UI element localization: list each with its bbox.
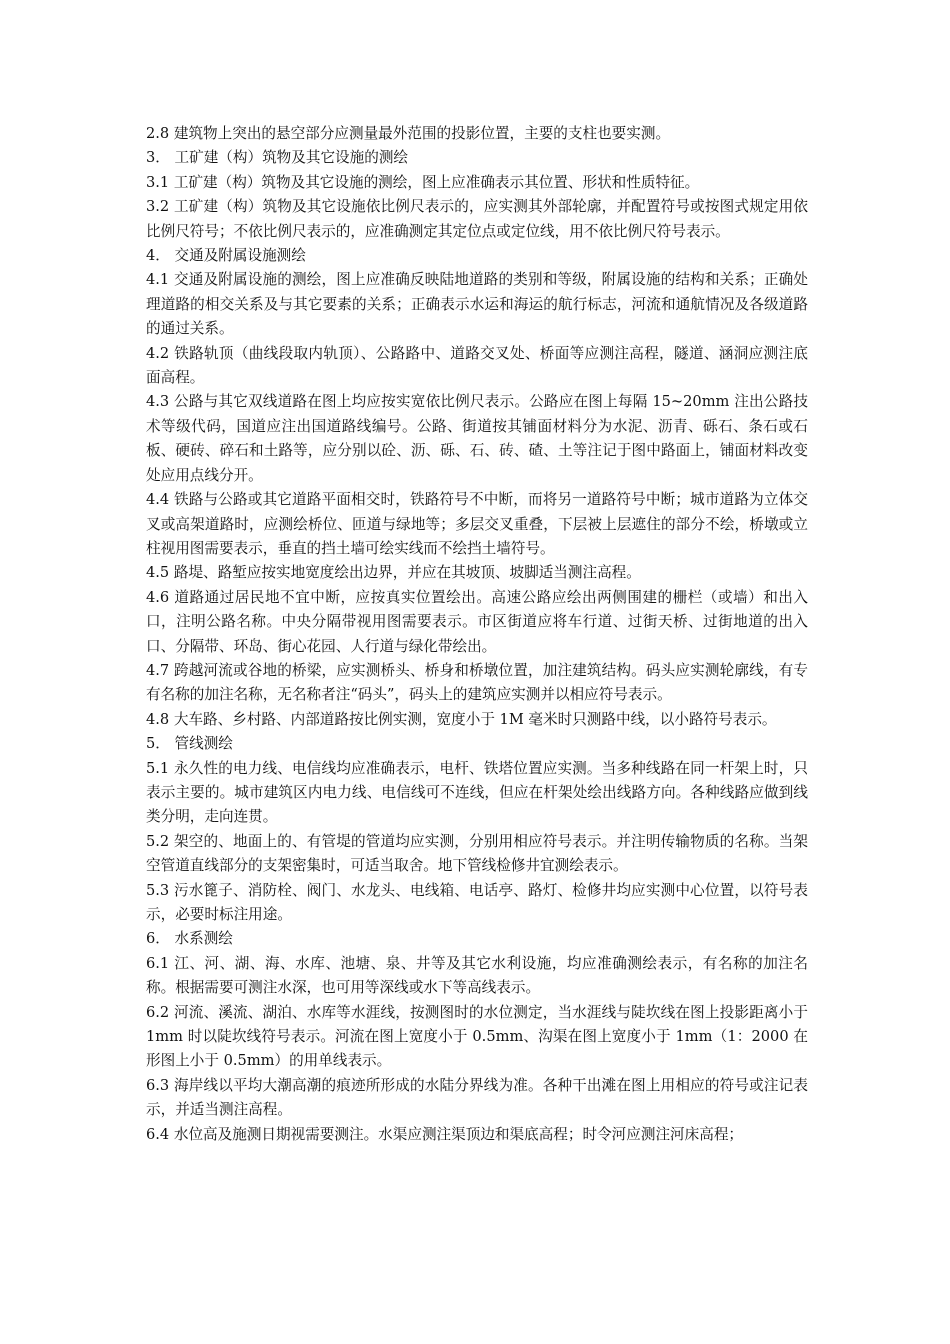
document-body xyxy=(146,122,808,1147)
paragraph-5-1: 5.1 永久性的电力线、电信线均应准确表示，电杆、铁塔位置应实测。当多种线路在同一杆架上时，只表示主要的。城市建筑区内电力线、电信线可不连线，但应在杆架处绘出线路方向。各种线路应做到线类分明，走向连贯。 xyxy=(146,759,808,826)
paragraph-4-5: 4.5 路堤、路堑应按实地宽度绘出边界，并应在其坡顶、坡脚适当测注高程。 xyxy=(146,564,641,582)
paragraph-6-4: 6.4 水位高及施测日期视需要测注。水渠应测注渠顶边和渠底高程；时令河应测注河床高程； xyxy=(146,1125,744,1143)
paragraph-4-8: 4.8 大车路、乡村路、内部道路按比例实测，宽度小于 1M 毫米时只测路中线，以小路符号表示。 xyxy=(146,710,777,728)
paragraph-6-2: 6.2 河流、溪流、湖泊、水库等水涯线，按测图时的水位测定，当水涯线与陡坎线在图上投影距离小于 1mm 时以陡坎线符号表示。河流在图上宽度小于 0.5mm、沟渠在图上宽度小于 1mm（1：2000 在形图上小于 0.5mm）的用单线表示。 xyxy=(146,1003,808,1070)
section-heading-3: 3． 工矿建（构）筑物及其它设施的测绘 xyxy=(146,149,409,167)
paragraph-3-2: 3.2 工矿建（构）筑物及其它设施依比例尺表示的，应实测其外部轮廓，并配置符号或按图式规定用依比例尺符号；不依比例尺表示的，应准确测定其定位点或定位线，用不依比例尺符号表示。 xyxy=(146,198,808,240)
paragraph-4-6: 4.6 道路通过居民地不宜中断，应按真实位置绘出。高速公路应绘出两侧围建的栅栏（或墙）和出入口，注明公路名称。中央分隔带视用图需要表示。市区街道应将车行道、过街天桥、过街地道的出入口、分隔带、环岛、街心花园、人行道与绿化带绘出。 xyxy=(146,588,808,655)
paragraph-4-4: 4.4 铁路与公路或其它道路平面相交时，铁路符号不中断，而将另一道路符号中断；城市道路为立体交叉或高架道路时，应测绘桥位、匝道与绿地等；多层交叉重叠，下层被上层遮住的部分不绘，桥墩或立柱视用图需要表示，垂直的挡土墙可绘实线而不绘挡土墙符号。 xyxy=(146,491,808,557)
paragraph-4-3: 4.3 公路与其它双线道路在图上均应按实宽依比例尺表示。公路应在图上每隔 15~20mm 注出公路技术等级代码，国道应注出国道路线编号。公路、街道按其铺面材料分为水泥、沥青、砾石、条石或石板、硬砖、碎石和土路等，应分别以砼、沥、砾、石、砖、碴、土等注记于图中路面上，铺面材料改变处应用点线分开。 xyxy=(146,393,808,484)
paragraph-2-8: 2.8 建筑物上突出的悬空部分应测量最外范围的投影位置，主要的支柱也要实测。 xyxy=(146,125,671,142)
paragraph-5-3: 5.3 污水篦子、消防栓、阀门、水龙头、电线箱、电话亭、路灯、检修井均应实测中心位置，以符号表示，必要时标注用途。 xyxy=(146,881,808,923)
paragraph-4-1: 4.1 交通及附属设施的测绘，图上应准确反映陆地道路的类别和等级，附属设施的结构和关系；正确处理道路的相交关系及与其它要素的关系；正确表示水运和海运的航行标志，河流和通航情况及各级道路的通过关系。 xyxy=(146,271,808,338)
paragraph-4-2: 4.2 铁路轨顶（曲线段取内轨顶）、公路路中、道路交叉处、桥面等应测注高程，隧道、涵洞应测注底面高程。 xyxy=(146,344,808,387)
paragraph-6-3: 6.3 海岸线以平均大潮高潮的痕迹所形成的水陆分界线为准。各种干出滩在图上用相应的符号或注记表示，并适当测注高程。 xyxy=(146,1076,808,1119)
paragraph-6-1: 6.1 江、河、湖、海、水库、池塘、泉、井等及其它水利设施，均应准确测绘表示，有名称的加注名称。根据需要可测注水深，也可用等深线或水下等高线表示。 xyxy=(146,954,808,997)
paragraph-4-7: 4.7 跨越河流或谷地的桥梁，应实测桥头、桥身和桥墩位置，加注建筑结构。码头应实测轮廓线，有专有名称的加注名称，无名称者注“码头”，码头上的建筑应实测并以相应符号表示。 xyxy=(146,661,808,704)
section-heading-5: 5． 管线测绘 xyxy=(146,735,233,753)
section-heading-6: 6． 水系测绘 xyxy=(146,930,233,948)
section-heading-4: 4． 交通及附属设施测绘 xyxy=(146,247,306,265)
paragraph-5-2: 5.2 架空的、地面上的、有管堤的管道均应实测，分别用相应符号表示。并注明传输物质的名称。当架空管道直线部分的支架密集时，可适当取舍。地下管线检修井宜测绘表示。 xyxy=(146,832,808,875)
paragraph-3-1: 3.1 工矿建（构）筑物及其它设施的测绘，图上应准确表示其位置、形状和性质特征。 xyxy=(146,173,700,191)
